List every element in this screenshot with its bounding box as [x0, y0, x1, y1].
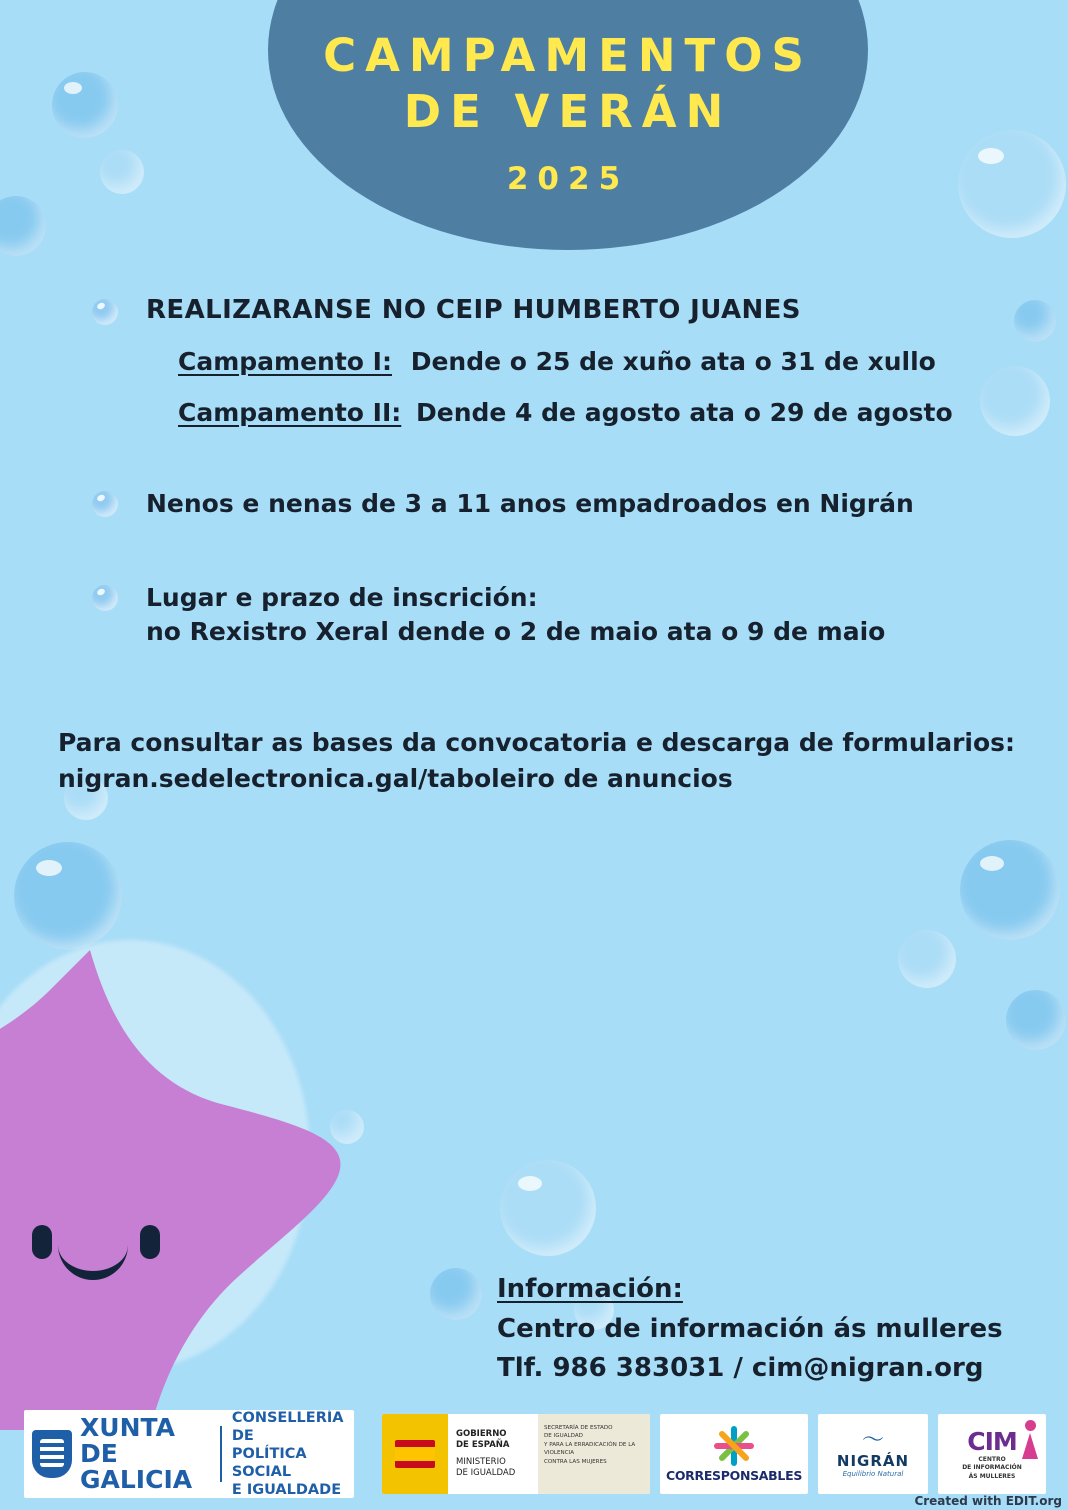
camp1-dates: Dende o 25 de xuño ata o 31 de xullo	[410, 347, 936, 376]
bubble-decoration	[958, 130, 1066, 238]
gob-secretary-text	[538, 1414, 650, 1494]
cim-acronym: CIM	[967, 1427, 1017, 1457]
starfish-eye-left	[32, 1225, 52, 1259]
gob-sec-line3: Y PARA LA ERRADICACIÓN DE LA VIOLENCIA	[544, 1441, 636, 1457]
xunta-name	[80, 1412, 210, 1495]
poster-title-line2: DE VERÁN	[403, 85, 733, 139]
note-line2: nigran.sedelectronica.gal/taboleiro de anuncios	[58, 764, 733, 794]
gob-min-line1: MINISTERIO	[456, 1456, 506, 1467]
xunta-department	[232, 1410, 346, 1498]
camp2-dates: Dende 4 de agosto ata o 29 de agosto	[416, 398, 953, 427]
xunta-line1: XUNTA	[80, 1412, 175, 1442]
camp1-label: Campamento I:	[178, 347, 392, 376]
logo-nigran	[818, 1414, 928, 1494]
bullet-venue-text: REALIZARANSE NO CEIP HUMBERTO JUANES	[146, 295, 801, 325]
xunta-dept-line2: POLÍTICA SOCIAL	[231, 1445, 307, 1481]
xunta-dept-line1: CONSELLERÍA DE	[231, 1410, 344, 1444]
corresponsables-text: CORRESPONSABLES	[665, 1467, 803, 1483]
camp2-label: Campamento II:	[178, 398, 402, 427]
poster-body	[0, 295, 1068, 1384]
info-heading-text: Información:	[497, 1274, 683, 1304]
cim-line1: CENTRO	[978, 1456, 1006, 1464]
cim-line3: ÁS MULLERES	[968, 1472, 1016, 1480]
gob-line2: DE ESPAÑA	[456, 1440, 510, 1451]
bubble-decoration	[898, 930, 956, 988]
gob-sec-line4: CONTRA LAS MUJERES	[544, 1458, 607, 1465]
wave-icon: 〜	[861, 1428, 884, 1453]
camp2-line	[178, 398, 1068, 427]
starfish-illustration	[0, 930, 370, 1430]
note-line1: Para consultar as bases da convocatoria e descarga de formularios:	[58, 728, 1016, 757]
starfish-eye-right	[140, 1225, 160, 1259]
logo-cim	[938, 1414, 1046, 1494]
poster-title-line1: CAMPAMENTOS	[323, 29, 813, 82]
xunta-line2: DE GALICIA	[80, 1438, 193, 1495]
gob-text	[448, 1429, 538, 1480]
note-block	[58, 725, 1018, 798]
bubble-decoration	[430, 1268, 482, 1320]
nigran-name: NIGRÁN	[836, 1452, 910, 1470]
divider	[220, 1426, 222, 1482]
bubble-bullet-icon	[92, 299, 118, 325]
gob-min-line2: DE IGUALDAD	[456, 1467, 516, 1478]
info-heading	[497, 1270, 1003, 1310]
cim-subtitle	[962, 1456, 1022, 1480]
logo-corresponsables	[660, 1414, 808, 1494]
bubble-decoration	[100, 150, 144, 194]
info-center: Centro de información ás mulleres	[497, 1313, 1003, 1344]
info-contact: Tlf. 986 383031 / cim@nigran.org	[497, 1353, 984, 1384]
bubble-bullet-icon	[92, 491, 118, 517]
bullet-registration-line1: Lugar e prazo de inscrición:	[146, 582, 538, 612]
bullet-ages	[0, 487, 1068, 521]
bubble-decoration	[52, 72, 118, 138]
poster-header	[268, 0, 868, 197]
spacer	[0, 525, 1068, 581]
gob-sec-line2: DE IGUALDAD	[544, 1433, 583, 1440]
bullet-registration-line2: no Rexistro Xeral dende o 2 de maio ata o 9 de maio	[146, 616, 886, 646]
footer-logos	[0, 1402, 1068, 1510]
bubble-decoration	[1006, 990, 1066, 1050]
logo-gobierno-de-espana	[382, 1414, 650, 1494]
bullet-registration	[0, 581, 1068, 649]
editor-credit: Created with EDIT.org	[914, 1494, 1062, 1508]
poster-year: 2025	[506, 160, 630, 197]
xunta-shield-icon	[32, 1430, 72, 1478]
cim-line2: DE INFORMACIÓN	[962, 1464, 1022, 1472]
gob-sec-line1: SECRETARÍA DE ESTADO	[544, 1425, 613, 1431]
spain-flag-icon	[382, 1414, 448, 1494]
woman-figure-icon	[1022, 1420, 1038, 1460]
xunta-dept-line3: E IGUALDADE	[231, 1482, 342, 1498]
starfish-shape	[0, 930, 370, 1430]
logo-xunta-de-galicia	[24, 1410, 354, 1498]
gob-line1: GOBIERNO	[456, 1428, 507, 1439]
bubble-decoration	[0, 196, 46, 256]
camp1-line	[178, 347, 1068, 376]
info-block	[497, 1270, 1003, 1389]
bubble-bullet-icon	[92, 585, 118, 611]
burst-icon	[714, 1426, 754, 1466]
bullet-ages-text: Nenos e nenas de 3 a 11 anos empadroados en Nigrán	[146, 489, 914, 518]
bubble-decoration	[500, 1160, 596, 1256]
bubble-decoration	[960, 840, 1060, 940]
bullet-venue	[0, 295, 1068, 427]
spacer	[0, 431, 1068, 487]
nigran-slogan: Equilibrio Natural	[842, 1470, 904, 1478]
